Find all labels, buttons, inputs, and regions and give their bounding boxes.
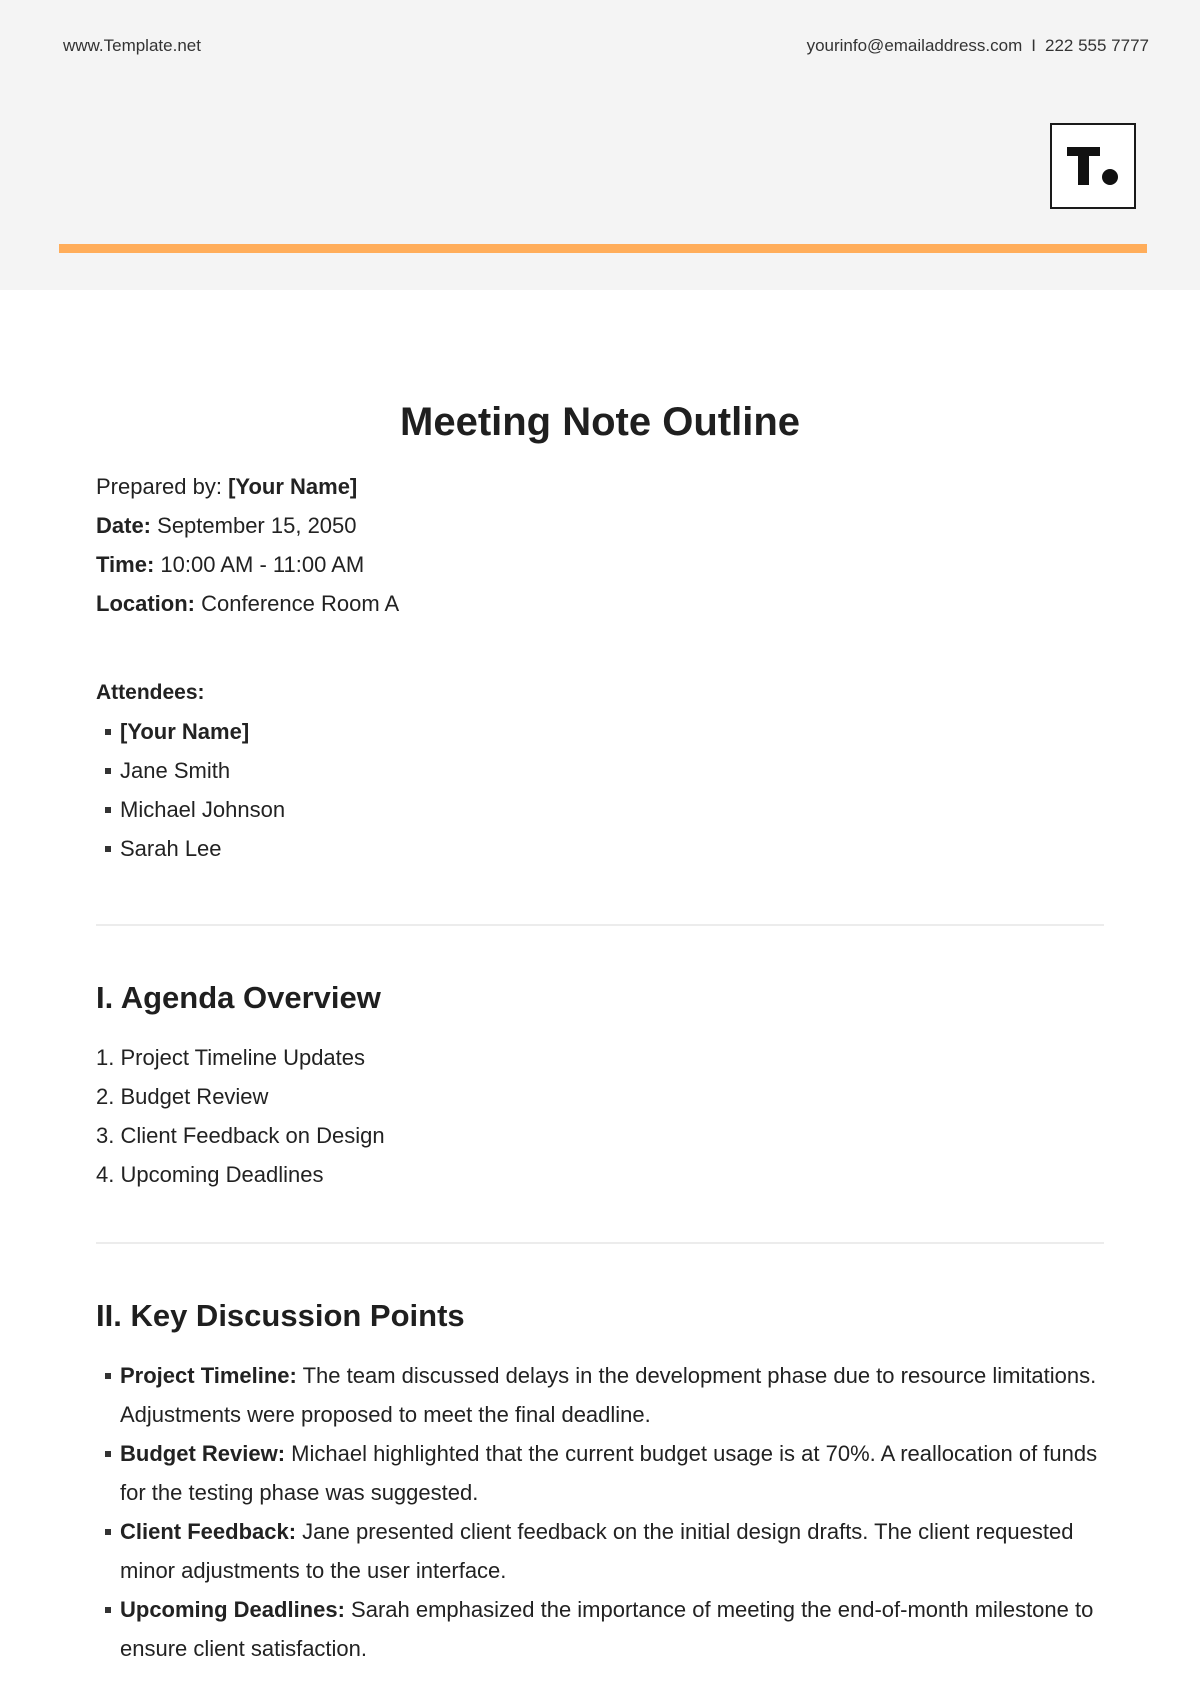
discussion-text: Michael highlighted that the current budget usage is at 70%. A reallocation of funds for the testing phase was suggested. bbox=[120, 1441, 1098, 1506]
attendee-item: Jane Smith bbox=[96, 751, 1104, 790]
location-label: Location: bbox=[96, 591, 195, 616]
discussion-item bbox=[96, 1512, 1104, 1590]
attendee-item: Michael Johnson bbox=[96, 790, 1104, 829]
phone-number: 222 555 7777 bbox=[1045, 36, 1149, 55]
discussion-text: The team discussed delays in the development phase due to resource limitations. Adjustments were proposed to meet the final deadline. bbox=[120, 1363, 1097, 1428]
discussion-text: Jane presented client feedback on the initial design drafts. The client requested minor adjustments to the user interface. bbox=[120, 1519, 1074, 1584]
attendees-label: Attendees: bbox=[96, 681, 205, 704]
attendee-name: [Your Name] bbox=[120, 719, 250, 744]
attendees-list bbox=[96, 712, 1104, 868]
agenda-item: 4. Upcoming Deadlines bbox=[96, 1162, 324, 1188]
attendee-item bbox=[96, 712, 1104, 751]
page-header bbox=[0, 0, 1200, 290]
section-divider bbox=[96, 1242, 1104, 1244]
time-row bbox=[96, 545, 1104, 584]
prepared-by-label: Prepared by: bbox=[96, 474, 222, 499]
page-title: Meeting Note Outline bbox=[400, 400, 800, 444]
location-value: Conference Room A bbox=[201, 591, 400, 616]
discussion-list bbox=[96, 1356, 1104, 1668]
meeting-meta bbox=[96, 467, 1104, 623]
discussion-text: Sarah emphasized the importance of meeting the end-of-month milestone to ensure client satisfaction. bbox=[120, 1597, 1094, 1662]
accent-bar bbox=[59, 244, 1147, 253]
contact-separator: I bbox=[1031, 36, 1036, 55]
website-link[interactable]: www.Template.net bbox=[63, 36, 201, 55]
attendees-section bbox=[96, 673, 1104, 868]
agenda-item: 3. Client Feedback on Design bbox=[96, 1123, 385, 1149]
date-value: September 15, 2050 bbox=[157, 513, 357, 538]
time-label: Time: bbox=[96, 552, 155, 577]
agenda-item: 2. Budget Review bbox=[96, 1084, 269, 1110]
prepared-by-row bbox=[96, 467, 1104, 506]
agenda-list bbox=[96, 1038, 1104, 1194]
location-row bbox=[96, 584, 1104, 623]
attendee-item: Sarah Lee bbox=[96, 829, 1104, 868]
logo-t-icon bbox=[1065, 143, 1121, 189]
date-row bbox=[96, 506, 1104, 545]
agenda-heading: I. Agenda Overview bbox=[96, 980, 381, 1015]
discussion-heading: II. Key Discussion Points bbox=[96, 1298, 465, 1334]
prepared-by-value: [Your Name] bbox=[228, 474, 358, 499]
template-logo-icon bbox=[1050, 123, 1136, 209]
discussion-item bbox=[96, 1434, 1104, 1512]
time-value: 10:00 AM - 11:00 AM bbox=[160, 552, 365, 577]
contact-info bbox=[807, 36, 1149, 56]
discussion-label: Client Feedback: bbox=[120, 1519, 297, 1545]
discussion-label: Project Timeline: bbox=[120, 1363, 297, 1389]
agenda-item: 1. Project Timeline Updates bbox=[96, 1045, 366, 1071]
email-link[interactable]: yourinfo@emailaddress.com bbox=[806, 36, 1023, 55]
discussion-item bbox=[96, 1356, 1104, 1434]
discussion-label: Upcoming Deadlines: bbox=[120, 1597, 345, 1623]
document-body bbox=[0, 290, 1200, 1668]
discussion-label: Budget Review: bbox=[120, 1441, 286, 1467]
discussion-item bbox=[96, 1590, 1104, 1668]
date-label: Date: bbox=[96, 513, 152, 538]
section-divider bbox=[96, 924, 1104, 926]
